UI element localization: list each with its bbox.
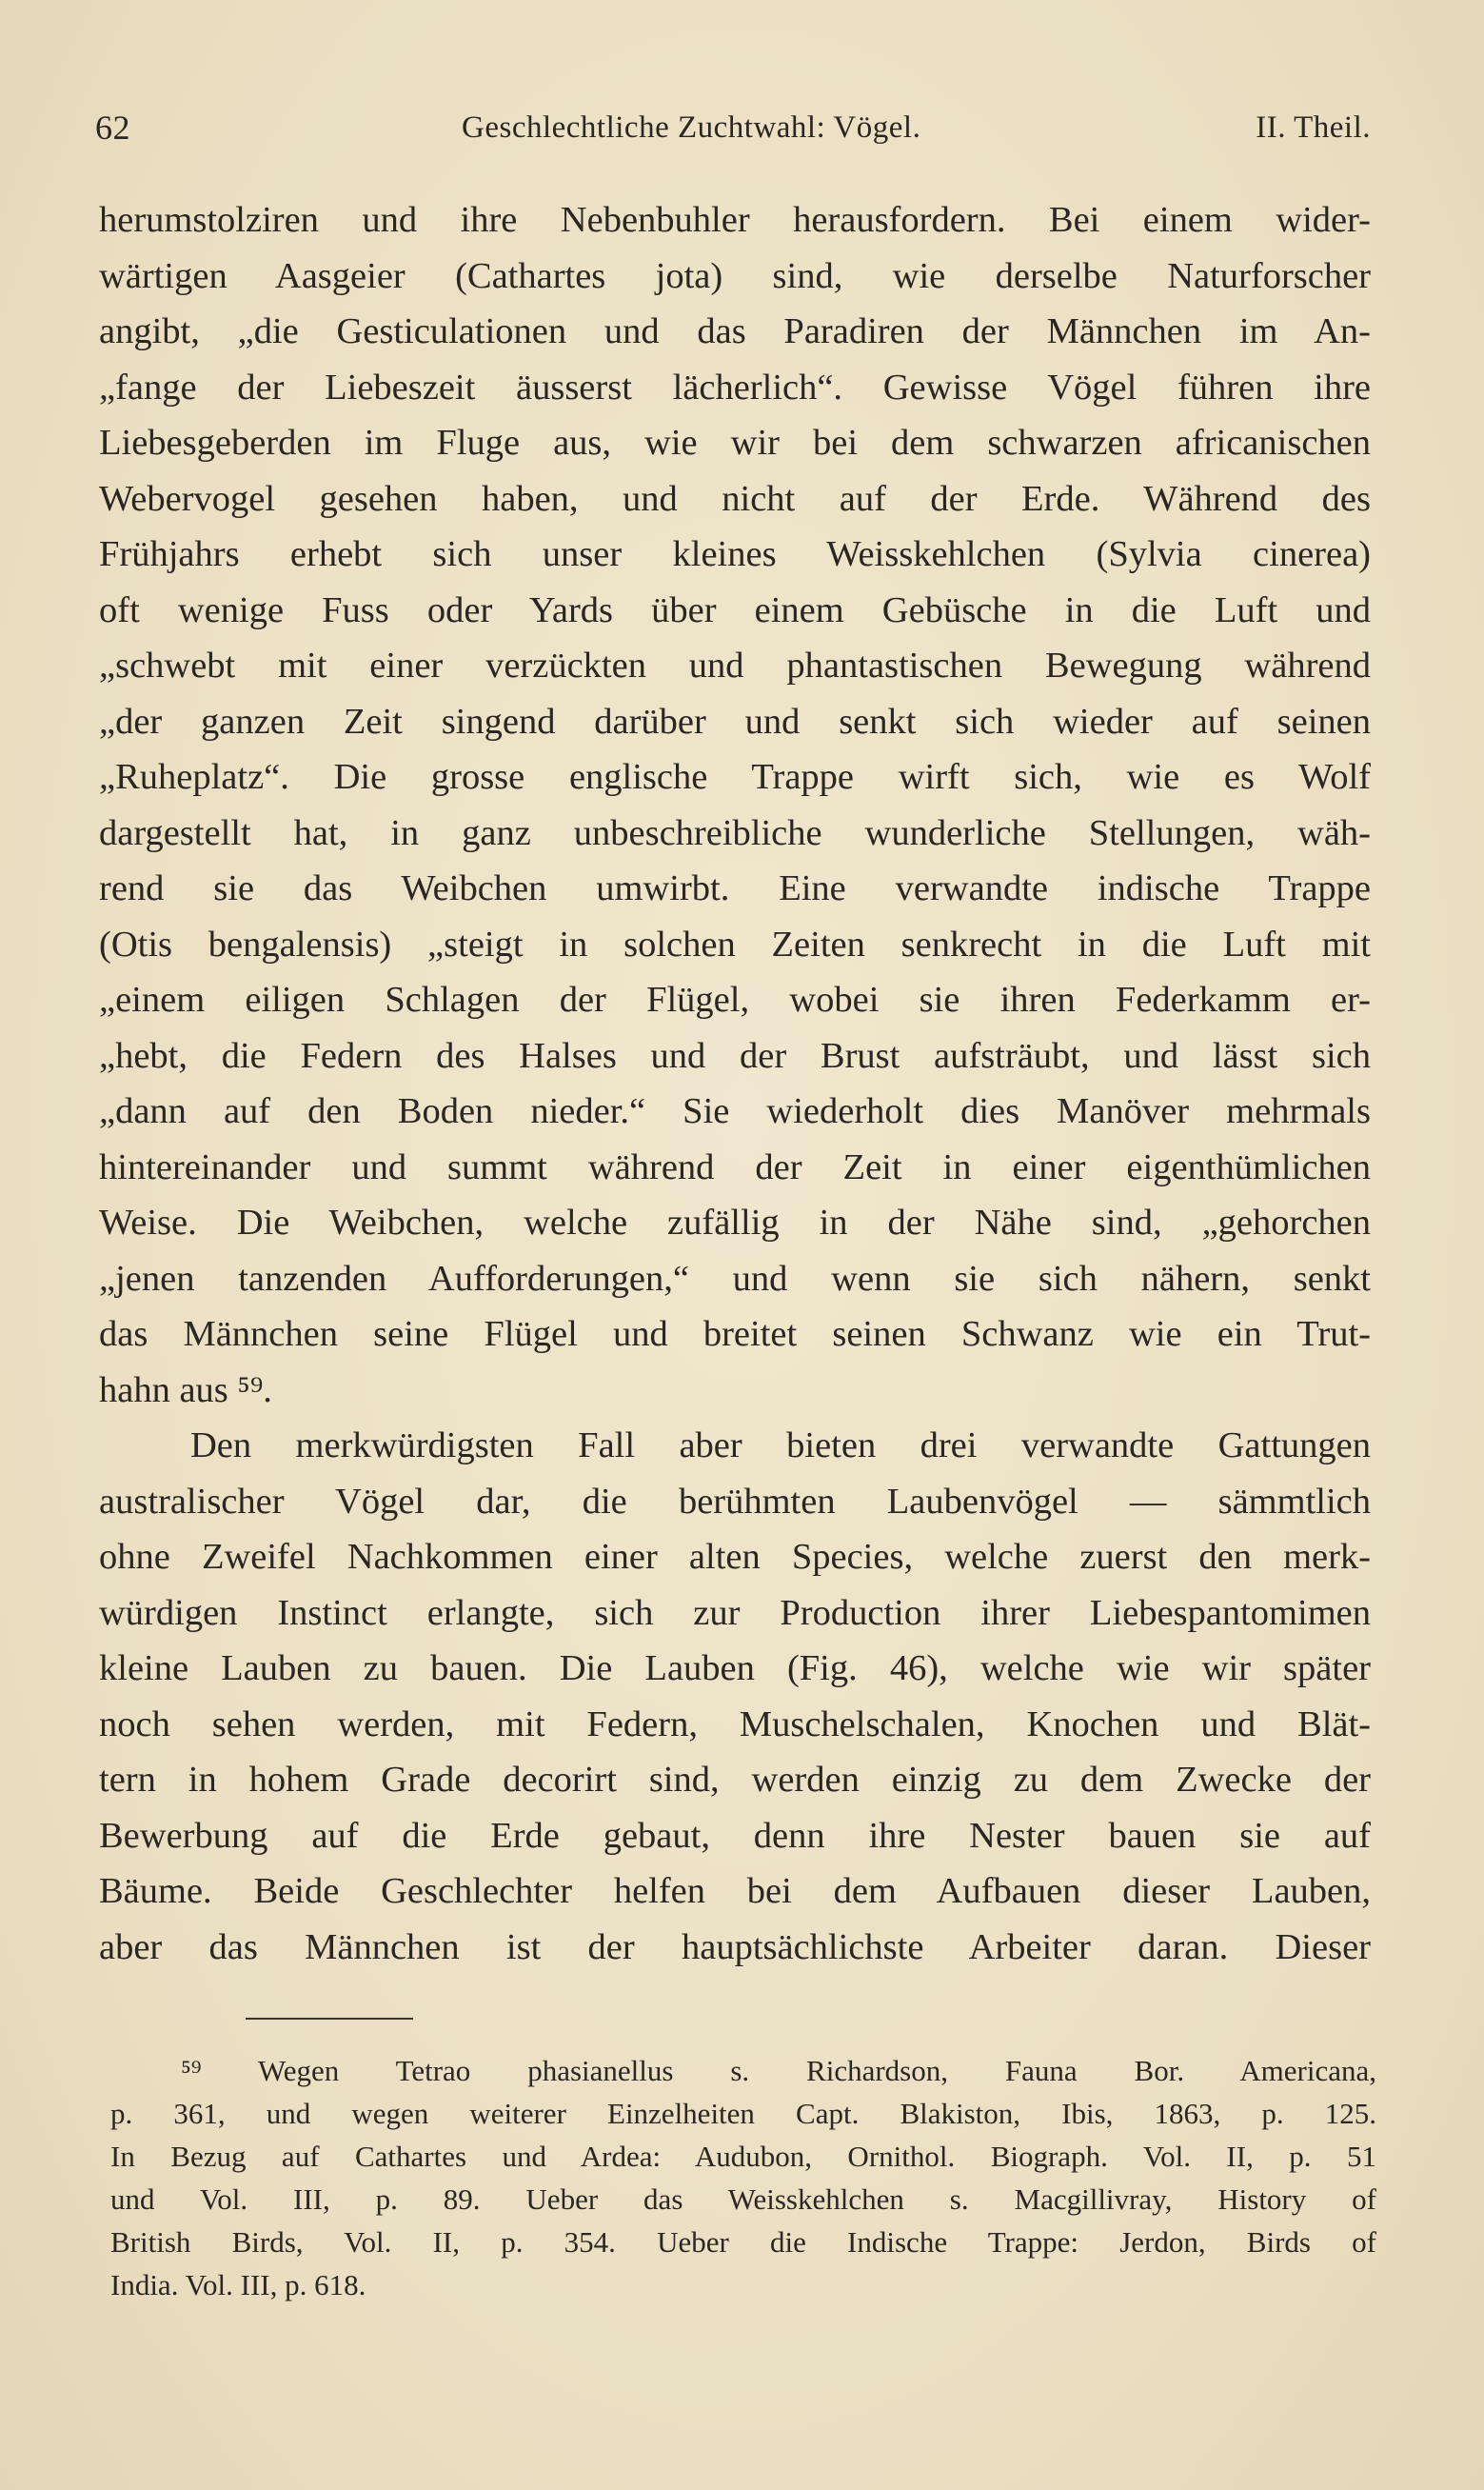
text-line: „hebt, die Federn des Halses und der Brust aufsträubt, und lässt sich — [99, 1035, 1371, 1076]
footnote-line: und Vol. III, p. 89. Ueber das Weisskehlchen s. Macgillivray, History of — [110, 2182, 1376, 2216]
text-line: „dann auf den Boden nieder.“ Sie wiederholt dies Manöver mehrmals — [99, 1091, 1371, 1131]
footnote-line: India. Vol. III, p. 618. — [110, 2268, 366, 2301]
text-line: „schwebt mit einer verzückten und phantastischen Bewegung während — [99, 646, 1371, 686]
text-line: tern in hohem Grade decorirt sind, werden einzig zu dem Zwecke der — [99, 1760, 1371, 1800]
text-line: Bäume. Beide Geschlechter helfen bei dem Aufbauen dieser Lauben, — [99, 1871, 1371, 1911]
main-text — [99, 192, 1371, 1975]
text-line: australischer Vögel dar, die berühmten Laubenvögel — sämmtlich — [99, 1481, 1371, 1522]
text-line: (Otis bengalensis) „steigt in solchen Zeiten senkrecht in die Luft mit — [99, 924, 1371, 965]
text-line: „einem eiligen Schlagen der Flügel, wobei sie ihren Federkamm er- — [99, 980, 1371, 1020]
text-line: Weise. Die Weibchen, welche zufällig in der Nähe sind, „gehorchen — [99, 1203, 1371, 1243]
footnotes — [110, 2049, 1376, 2306]
running-header — [95, 108, 1371, 155]
part-label: II. Theil. — [1256, 110, 1371, 145]
text-line: Liebesgeberden im Fluge aus, wie wir bei dem schwarzen africanischen — [99, 423, 1371, 463]
text-line: „fange der Liebeszeit äusserst lächerlich“. Gewisse Vögel führen ihre — [99, 367, 1371, 408]
text-line: angibt, „die Gesticulationen und das Paradiren der Männchen im An- — [99, 311, 1371, 351]
footnote-line: British Birds, Vol. II, p. 354. Ueber die Indische Trappe: Jerdon, Birds of — [110, 2225, 1376, 2259]
text-line: herumstolziren und ihre Nebenbuhler herausfordern. Bei einem wider- — [99, 200, 1371, 240]
text-line: rend sie das Weibchen umwirbt. Eine verwandte indische Trappe — [99, 868, 1371, 908]
page-number: 62 — [95, 109, 130, 147]
text-line: wärtigen Aasgeier (Cathartes jota) sind, wie derselbe Naturforscher — [99, 255, 1371, 296]
text-line: „Ruheplatz“. Die grosse englische Trappe wirft sich, wie es Wolf — [99, 757, 1371, 797]
footnote-rule — [246, 2018, 413, 2020]
footnote-line: In Bezug auf Cathartes und Ardea: Audubon, Ornithol. Biograph. Vol. II, p. 51 — [110, 2140, 1376, 2173]
text-line: aber das Männchen ist der hauptsächlichste Arbeiter daran. Dieser — [99, 1926, 1371, 1967]
text-line: Bewerbung auf die Erde gebaut, denn ihre Nester bauen sie auf — [99, 1815, 1371, 1856]
text-line: hintereinander und summt während der Zeit in einer eigenthümlichen — [99, 1146, 1371, 1187]
text-line: hahn aus ⁵⁹. — [99, 1369, 272, 1410]
text-line: ohne Zweifel Nachkommen einer alten Species, welche zuerst den merk- — [99, 1537, 1371, 1577]
text-line: „jenen tanzenden Aufforderungen,“ und wenn sie sich nähern, senkt — [99, 1258, 1371, 1299]
text-line: Webervogel gesehen haben, und nicht auf der Erde. Während des — [99, 478, 1371, 519]
text-line: würdigen Instinct erlangte, sich zur Production ihrer Liebespantomimen — [99, 1592, 1371, 1633]
text-line: „der ganzen Zeit singend darüber und senkt sich wieder auf seinen — [99, 701, 1371, 742]
text-line: Frühjahrs erhebt sich unser kleines Weisskehlchen (Sylvia cinerea) — [99, 534, 1371, 574]
text-line: das Männchen seine Flügel und breitet seinen Schwanz wie ein Trut- — [99, 1314, 1371, 1354]
text-line: noch sehen werden, mit Federn, Muschelschalen, Knochen und Blät- — [99, 1703, 1371, 1744]
text-line: oft wenige Fuss oder Yards über einem Gebüsche in die Luft und — [99, 589, 1371, 630]
footnote-line: ⁵⁹ Wegen Tetrao phasianellus s. Richardson, Fauna Bor. Americana, — [181, 2054, 1376, 2087]
text-line: Den merkwürdigsten Fall aber bieten drei verwandte Gattungen — [190, 1425, 1371, 1465]
footnote-line: p. 361, und wegen weiterer Einzelheiten Capt. Blakiston, Ibis, 1863, p. 125. — [110, 2097, 1376, 2130]
text-line: dargestellt hat, in ganz unbeschreibliche wunderliche Stellungen, wäh- — [99, 812, 1371, 853]
running-title: Geschlechtliche Zuchtwahl: Vögel. — [462, 110, 921, 145]
text-line: kleine Lauben zu bauen. Die Lauben (Fig. 46), welche wie wir später — [99, 1648, 1371, 1688]
